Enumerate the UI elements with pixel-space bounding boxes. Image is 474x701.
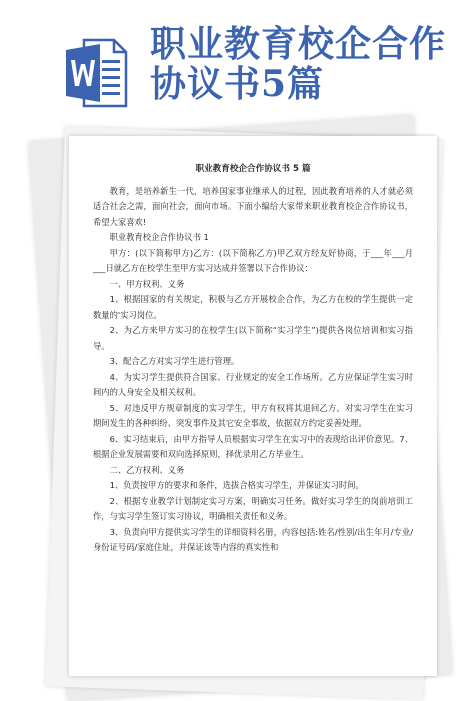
paragraph-intro: 教育，是培养新生一代，培养国家事业继承人的过程，因此教育培养的人才就必须适合社会之需，面向社会，面向市场。下面小编给大家带来职业教育校企合作协议书，希望大家喜欢!: [93, 185, 413, 227]
clause-a6-a7: 6、实习结束后，由甲方指导人员根据实习学生在实习中的表现给出评价意见。7、根据企业发展需要和双向选择原则，择优录用乙方毕业生。: [93, 433, 413, 459]
clause-a4: 4、为实习学生提供符合国家、行业规定的安全工作场所。乙方应保证学生实习时间内的人身安全及相关权利。: [93, 371, 413, 397]
word-document-icon: [66, 38, 128, 108]
clause-b2: 2、根据专业教学计划制定实习方案，明确实习任务。做好实习学生的岗前培训工作，与实习学生签订实习协议，明确相关责任和义务。: [93, 495, 413, 521]
clause-a5: 5、对违反甲方规章制度的实习学生，甲方有权将其退回乙方。对实习学生在实习期间发生的各种纠纷、突发事件及其它安全事故，依据双方约定妥善处理。: [93, 402, 413, 428]
banner-title-line-1: 职业教育校企合作: [150, 23, 447, 65]
clause-b3: 3、负责向甲方提供实习学生的详细资料名册，内容包括:姓名/性别/出生年月/专业/身份证号码/家庭住址，并保证该等内容的真实性和: [93, 526, 413, 552]
paragraph-subtitle: 职业教育校企合作协议书 1: [109, 232, 209, 242]
clause-b1: 1、负责按甲方的要求和条件，选拔合格实习学生，并保证实习时间。: [109, 480, 364, 490]
clause-a1: 1、根据国家的有关规定，积极与乙方开展校企合作，为乙方在校的学生提供一定数量的'实习岗位。: [93, 294, 413, 320]
document-page: [69, 136, 437, 676]
section-heading-party-a: 一、甲方权利、义务: [109, 278, 185, 289]
banner-title-line-2: 协议书5篇: [150, 63, 325, 105]
clause-a2: 2、为乙方来甲方实习的在校学生(以下简称“实习学生”)提供各岗位培训和实习指导。: [93, 325, 413, 351]
section-heading-party-b: 二、乙方权利、义务: [109, 464, 185, 475]
clause-a3: 3、配合乙方对实习学生进行管理。: [109, 356, 240, 366]
paragraph-parties: 甲方：(以下简称甲方)乙方：(以下简称乙方)甲乙双方经友好协商，于___年___月___日就乙方在校学生至甲方实习达成并签署以下合作协议：: [93, 247, 413, 273]
document-title: 职业教育校企合作协议书 5 篇: [195, 164, 311, 174]
document-body: [69, 136, 437, 556]
